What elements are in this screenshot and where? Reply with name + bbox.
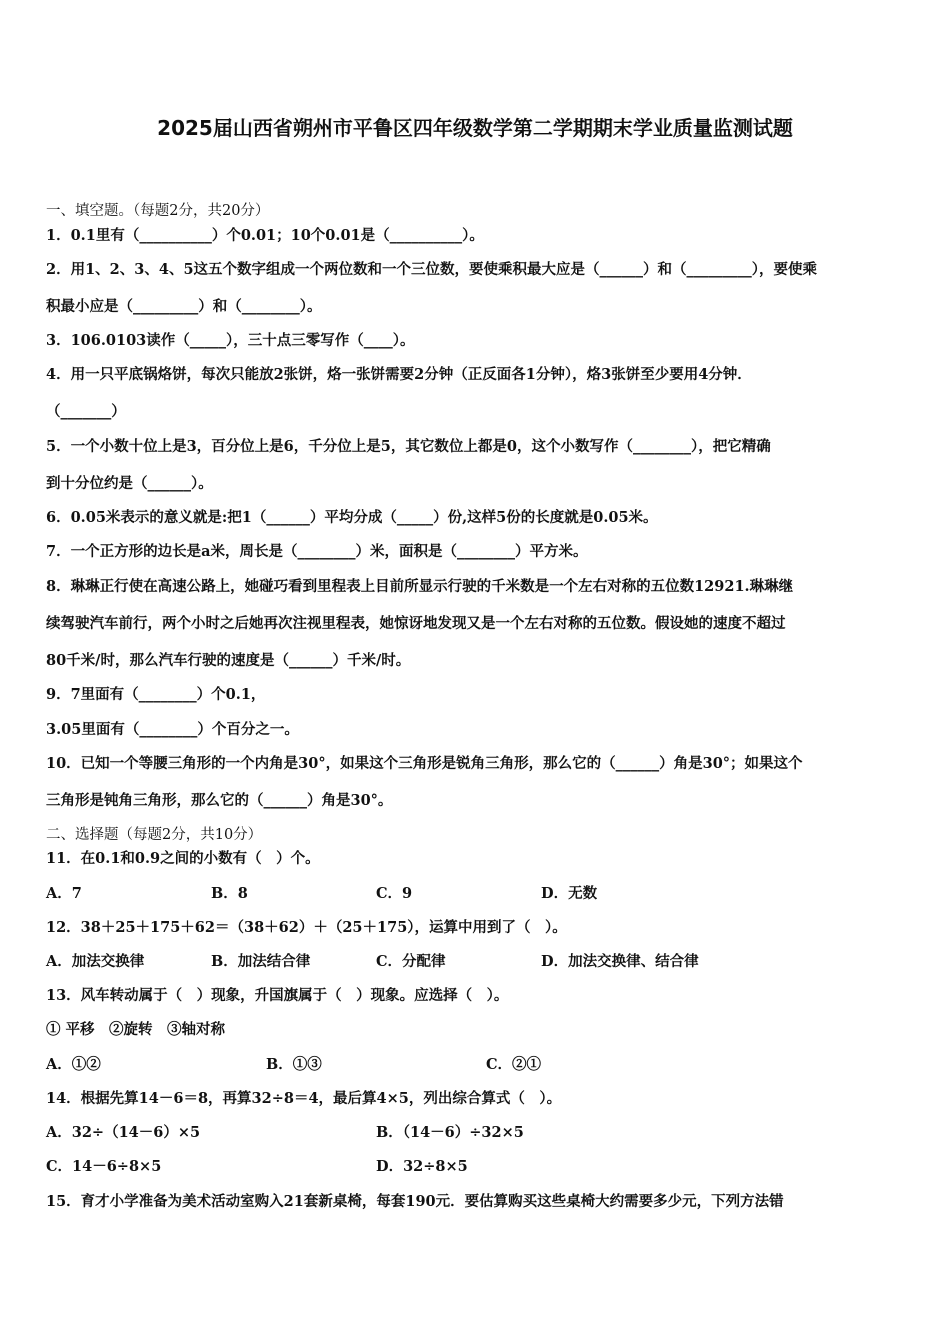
q12-option-c: C．分配律 xyxy=(376,953,446,970)
question-11-options xyxy=(46,885,597,903)
question-9-line-1: 9．7里面有（________）个0.1， xyxy=(46,686,266,703)
question-8-line-2: 续驾驶汽车前行，两个小时之后她再次注视里程表，她惊讶地发现又是一个左右对称的五位数。假设她的速度不超过 xyxy=(46,615,786,632)
question-12-options xyxy=(46,953,699,971)
question-7: 7．一个正方形的边长是a米，周长是（________）米，面积是（________）平方米。 xyxy=(46,543,588,560)
question-13: 13．风车转动属于（ ）现象，升国旗属于（ ）现象。应选择（ ）。 xyxy=(46,987,509,1004)
question-4-line-2: （_______） xyxy=(46,403,126,420)
q11-option-d: D．无数 xyxy=(541,885,598,902)
question-10-line-2: 三角形是钝角三角形，那么它的（______）角是30°。 xyxy=(46,792,393,809)
q13-option-a: A．①② xyxy=(46,1056,101,1073)
question-8-line-3: 80千米/时，那么汽车行驶的速度是（______）千米/时。 xyxy=(46,652,411,669)
question-15: 15．育才小学准备为美术活动室购入21套新桌椅，每套190元．要估算购买这些桌椅大约需要多少元，下列方法错 xyxy=(46,1193,784,1210)
q14-option-a: A．32÷（14－6）×5 xyxy=(46,1124,201,1141)
q14-option-c: C．14－6÷8×5 xyxy=(46,1158,162,1175)
question-14: 14．根据先算14－6＝8，再算32÷8＝4，最后算4×5，列出综合算式（ ）。 xyxy=(46,1090,562,1107)
question-6: 6．0.05米表示的意义就是:把1（______）平均分成（_____）份,这样5份的长度就是0.05米。 xyxy=(46,509,658,526)
question-13-choices: ① 平移 ②旋转 ③轴对称 xyxy=(46,1021,226,1038)
q14-option-b: B．（14－6）÷32×5 xyxy=(376,1124,524,1141)
question-1: 1．0.1里有（__________）个0.01；10个0.01是（__________）。 xyxy=(46,227,484,244)
q12-option-b: B．加法结合律 xyxy=(211,953,311,970)
question-5-line-1: 5．一个小数十位上是3，百分位上是6，千分位上是5，其它数位上都是0，这个小数写作（________），把它精确 xyxy=(46,438,771,455)
question-14-options-row-2 xyxy=(46,1158,468,1176)
q11-option-b: B．8 xyxy=(211,885,248,902)
question-14-options-row-1 xyxy=(46,1124,524,1142)
question-2-line-1: 2．用1、2、3、4、5这五个数字组成一个两位数和一个三位数，要使乘积最大应是（______）和（_________），要使乘 xyxy=(46,261,818,278)
question-13-options xyxy=(46,1056,541,1074)
question-12: 12．38＋25＋175＋62＝（38＋62）＋（25＋175），运算中用到了（ ）。 xyxy=(46,919,567,936)
q12-option-a: A．加法交换律 xyxy=(46,953,145,970)
question-8-line-1: 8．琳琳正行使在高速公路上，她碰巧看到里程表上目前所显示行驶的千米数是一个左右对称的五位数12921.琳琳继 xyxy=(46,578,794,595)
exam-title: 2025届山西省朔州市平鲁区四年级数学第二学期期末学业质量监测试题 xyxy=(157,116,793,140)
question-10-line-1: 10．已知一个等腰三角形的一个内角是30°，如果这个三角形是锐角三角形，那么它的（______）角是30°；如果这个 xyxy=(46,755,803,772)
section-fill-blank-heading: 一、填空题。（每题2分，共20分） xyxy=(46,203,270,219)
q12-option-d: D．加法交换律、结合律 xyxy=(541,953,699,970)
section-choice-heading: 二、选择题（每题2分，共10分） xyxy=(46,827,263,843)
question-5-line-2: 到十分位约是（______）。 xyxy=(46,475,213,492)
q13-option-c: C．②① xyxy=(486,1056,542,1073)
question-3: 3．106.0103读作（_____），三十点三零写作（____）。 xyxy=(46,332,415,349)
q11-option-a: A．7 xyxy=(46,885,82,902)
question-4-line-1: 4．用一只平底锅烙饼，每次只能放2张饼，烙一张饼需要2分钟（正反面各1分钟），烙3张饼至少要用4分钟． xyxy=(46,366,752,383)
question-2-line-2: 积最小应是（_________）和（________）。 xyxy=(46,298,322,315)
question-11: 11．在0.1和0.9之间的小数有（ ）个。 xyxy=(46,850,320,867)
q14-option-d: D．32÷8×5 xyxy=(376,1158,468,1175)
question-9-line-2: 3.05里面有（________）个百分之一。 xyxy=(46,721,299,738)
q11-option-c: C．9 xyxy=(376,885,413,902)
q13-option-b: B．①③ xyxy=(266,1056,322,1073)
